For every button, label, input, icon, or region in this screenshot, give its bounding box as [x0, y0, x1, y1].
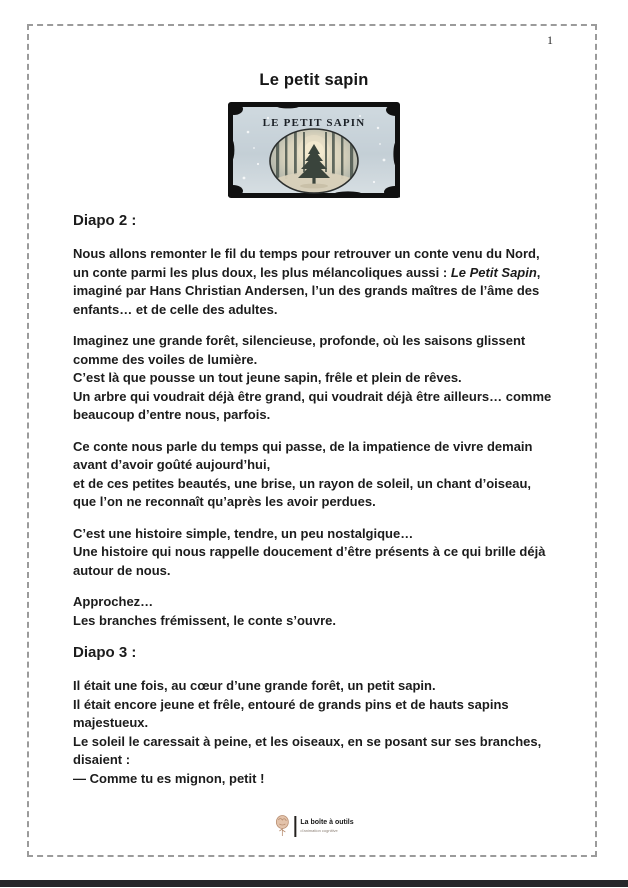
text-run: que l’on ne reconnaît qu’après les avoir perdues. [73, 494, 376, 509]
logo-divider [294, 816, 296, 837]
text-run: beaucoup d’entre nous, parfois. [73, 407, 271, 422]
document-blocks [73, 211, 565, 801]
text-run: un conte parmi les plus doux, les plus mélancoliques aussi : [73, 264, 451, 280]
poster-caption: LE PETIT SAPIN [262, 117, 366, 129]
paragraph [73, 332, 565, 425]
text-run: autour de nous. [73, 562, 171, 578]
text-run: Il était encore jeune et frêle, entouré de grands pins et de hauts sapins [73, 696, 509, 712]
story-title-italic: Le Petit Sapin [450, 264, 537, 280]
logo-name: La boîte à outils [300, 819, 354, 827]
text-run: majestueux. [73, 715, 149, 730]
text-run: Le soleil le caressait à peine, et les oiseaux, en se posant sur ses branches, [73, 733, 542, 749]
text-run: — Comme tu es mignon, petit ! [73, 770, 265, 786]
text-run: disaient : [73, 752, 131, 767]
page-number: 1 [547, 33, 553, 47]
text-run: Imaginez une grande forêt, silencieuse, profonde, où les saisons glissent [73, 333, 526, 348]
text-run: comme des voiles de lumière. [73, 351, 258, 367]
story-poster-image [228, 102, 400, 198]
text-run: Une histoire qui nous rappelle doucement d’être présents à ce qui brille déjà [73, 544, 546, 559]
text-run: Ce conte nous parle du temps qui passe, de la impatience de vivre demain [73, 438, 533, 454]
fir-tree-poster-illustration [228, 102, 400, 198]
paragraph [73, 525, 565, 581]
text-run: avant d’avoir goûté aujourd’hui, [73, 457, 271, 472]
text-run: Il était une fois, au cœur d’une grande forêt, un petit sapin. [73, 678, 436, 693]
page-title: Le petit sapin [259, 71, 369, 89]
window-bottom-edge [0, 880, 628, 887]
text-run: Les branches frémissent, le conte s’ouvre. [73, 612, 336, 628]
text-run: enfants… et de celle des adultes. [73, 301, 278, 317]
text-run: Un arbre qui voudrait déjà être grand, qui voudrait déjà être ailleurs… comme [73, 388, 552, 404]
text-run: Nous allons remonter le fil du temps pour retrouver un conte venu du Nord, [73, 246, 540, 261]
text-run: Approchez… [73, 594, 154, 609]
logo-tagline: d’animation cognitive [300, 827, 338, 833]
paragraph [73, 677, 565, 788]
paragraph [73, 245, 565, 319]
toolbox-brand-icon [274, 814, 290, 838]
text-run: , [536, 264, 541, 280]
text-run: C’est une histoire simple, tendre, un peu nostalgique… [73, 525, 414, 541]
slide-heading: Diapo 3 : [73, 644, 137, 661]
text-run: imaginé par Hans Christian Andersen, l’un des grands maîtres de l’âme des [73, 283, 540, 298]
paragraph [73, 438, 565, 512]
text-run: et de ces petites beautés, une brise, un rayon de soleil, un chant d’oiseau, [73, 475, 532, 491]
text-run: C’est là que pousse un tout jeune sapin, frêle et plein de rêves. [73, 370, 462, 385]
paragraph [73, 593, 565, 630]
footer-logo [274, 812, 353, 840]
slide-heading: Diapo 2 : [73, 212, 137, 229]
